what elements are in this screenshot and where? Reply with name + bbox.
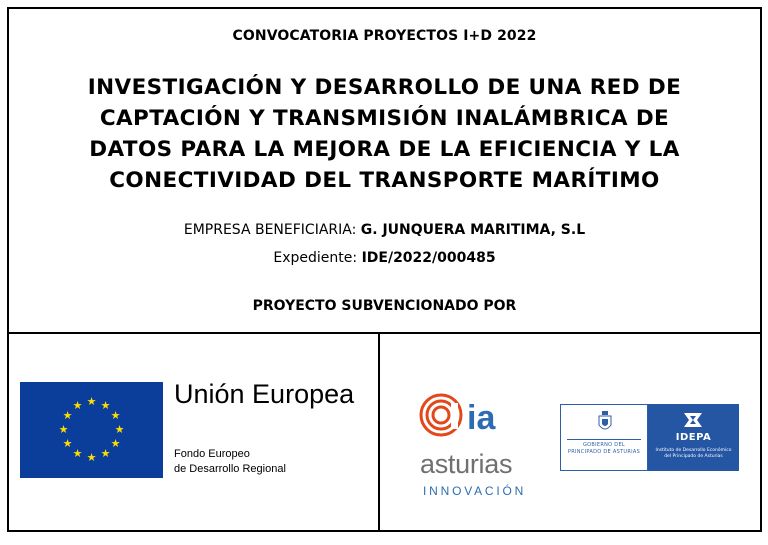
gobierno-asturias-logo — [560, 404, 648, 471]
svg-text:★: ★ — [62, 409, 73, 422]
svg-text:★: ★ — [110, 409, 121, 422]
subsidized-by-heading: PROYECTO SUBVENCIONADO POR — [252, 298, 517, 314]
regional-logos-panel — [380, 332, 760, 530]
ia-mark-text: ia — [467, 399, 496, 437]
gobierno-line: GOBIERNO DEL — [582, 442, 625, 448]
call-title: CONVOCATORIA PROYECTOS I+D 2022 — [232, 28, 537, 44]
project-title-line: INVESTIGACIÓN Y DESARROLLO DE UNA RED DE — [87, 75, 682, 100]
beneficiary-label: EMPRESA BENEFICIARIA: — [183, 222, 357, 238]
eu-flag-icon — [20, 382, 163, 478]
svg-text:★: ★ — [86, 451, 97, 464]
divider — [567, 439, 641, 440]
ia-asturias-logo-icon — [417, 385, 497, 449]
gobierno-line: PRINCIPADO DE ASTURIAS — [567, 449, 641, 455]
svg-text:★: ★ — [114, 423, 125, 436]
svg-text:★: ★ — [58, 423, 69, 436]
eu-fund-line: de Desarrollo Regional — [174, 463, 286, 475]
svg-text:★: ★ — [62, 437, 73, 450]
crest-icon — [598, 411, 612, 433]
eu-name: Unión Europea — [174, 379, 355, 409]
eu-logo-panel — [9, 332, 380, 530]
project-info-panel — [9, 9, 760, 334]
idepa-logo — [648, 404, 739, 471]
project-title-line: CAPTACIÓN Y TRANSMISIÓN INALÁMBRICA DE — [99, 106, 670, 131]
ia-asturias-name: asturias — [420, 449, 513, 479]
svg-text:★: ★ — [100, 399, 111, 412]
file-number-row — [9, 250, 760, 266]
svg-text:★: ★ — [72, 399, 83, 412]
idepa-line: del Principado de Asturias — [664, 454, 723, 459]
ia-asturias-tagline: INNOVACIÓN — [423, 484, 527, 498]
idepa-line: Instituto de Desarrollo Económico — [655, 448, 732, 453]
idepa-emblem-icon — [682, 411, 704, 429]
project-title-line: DATOS PARA LA MEJORA DE LA EFICIENCIA Y LA — [89, 137, 680, 162]
svg-text:★: ★ — [86, 395, 97, 408]
svg-text:★: ★ — [110, 437, 121, 450]
svg-text:★: ★ — [72, 447, 83, 460]
file-number-label: Expediente: — [273, 250, 358, 266]
beneficiary-row — [9, 222, 760, 238]
beneficiary-value: G. JUNQUERA MARITIMA, S.L — [360, 222, 586, 238]
poster-frame — [7, 7, 762, 532]
svg-text:★: ★ — [100, 447, 111, 460]
project-title — [29, 72, 740, 196]
file-number-value: IDE/2022/000485 — [361, 250, 496, 266]
idepa-name: IDEPA — [675, 432, 712, 443]
eu-fund-line: Fondo Europeo — [174, 448, 250, 460]
project-title-line: CONECTIVIDAD DEL TRANSPORTE MARÍTIMO — [109, 168, 660, 193]
